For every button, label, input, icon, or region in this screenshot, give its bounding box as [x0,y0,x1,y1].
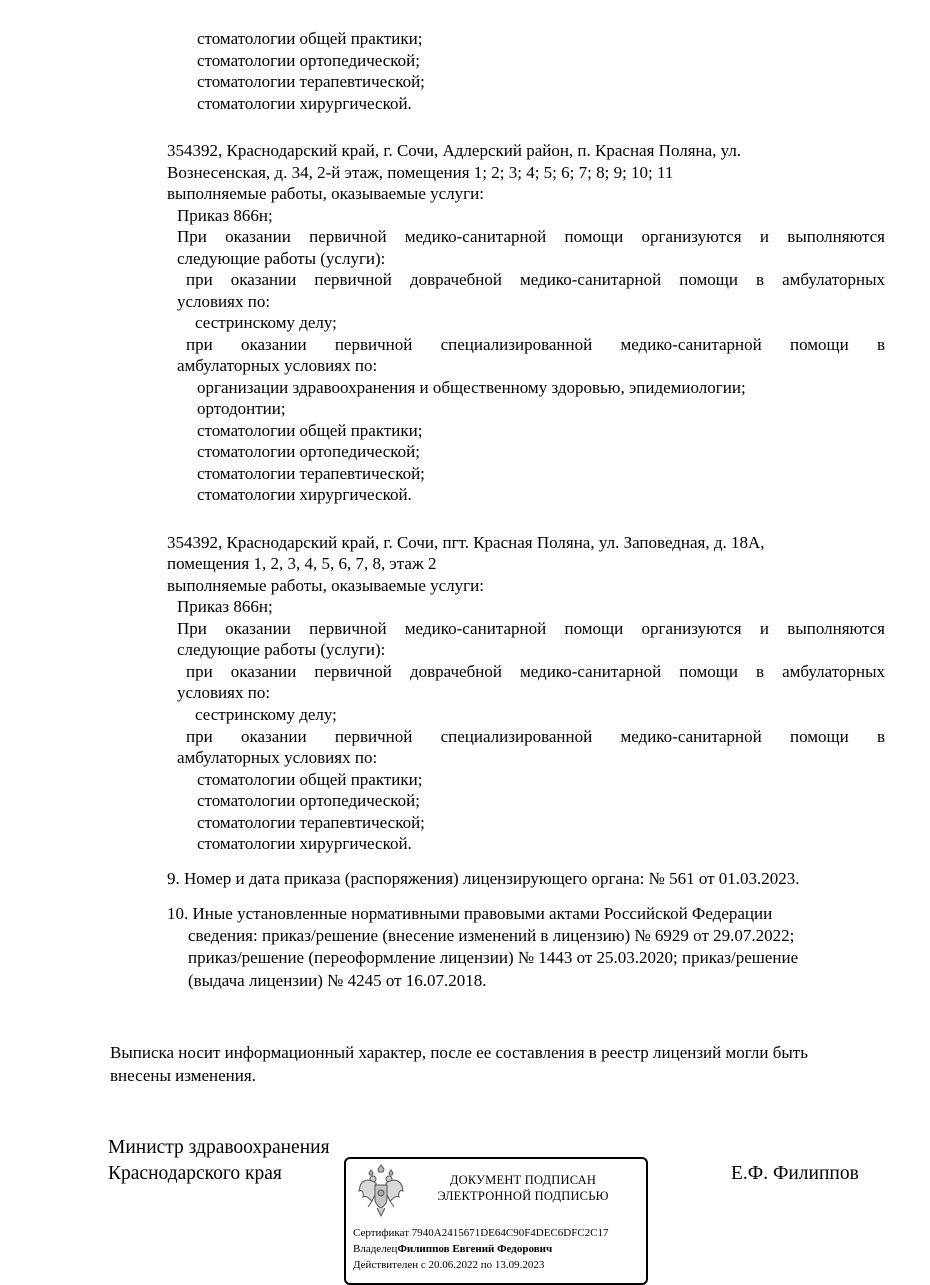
service-item: ортодонтии; [197,399,286,418]
item-10-line: (выдача лицензии) № 4245 от 16.07.2018. [188,971,487,990]
coat-of-arms-icon [356,1163,406,1221]
order-ref: Приказ 866н; [177,597,273,616]
item-9: 9. Номер и дата приказа (распоряжения) лицензирующего органа: № 561 от 01.03.2023. [167,869,800,888]
item-10-line: приказ/решение (переоформление лицензии) № 1443 от 25.03.2020; приказ/решение [188,948,799,967]
stamp-header: ЭЛЕКТРОННОЙ ПОДПИСЬЮ [437,1189,609,1203]
signatory-title: Министр здравоохранения [108,1137,330,1158]
service-item: стоматологии хирургической. [197,94,412,113]
service-item: стоматологии ортопедической; [197,51,420,70]
disclaimer-line: Выписка носит информационный характер, после ее составления в реестр лицензий могли быть [110,1043,808,1062]
stamp-validity: Действителен с 20.06.2022 по 13.09.2023 [353,1259,545,1271]
item-10-line: сведения: приказ/решение (внесение изменений в лицензию) № 6929 от 29.07.2022; [188,926,795,945]
certificate-value: 7940A2415671DE64C90F4DEC6DFC2C17 [411,1227,609,1239]
prehospital-line: при оказании первичной доврачебной медико-санитарной помощи в амбулаторных [186,270,885,289]
prehospital-line: при оказании первичной доврачебной медико-санитарной помощи в амбулаторных [186,662,885,681]
stamp-certificate [353,1225,609,1241]
signatory-name: Е.Ф. Филиппов [731,1163,859,1184]
service-item: стоматологии общей практики; [197,29,423,48]
nursing-item: сестринскому делу; [195,313,337,332]
service-item: стоматологии хирургической. [197,834,412,853]
electronic-signature-stamp [344,1157,648,1285]
order-ref: Приказ 866н; [177,206,273,225]
stamp-owner [353,1241,552,1257]
prehospital-line: условиях по: [177,683,271,702]
specialized-line: при оказании первичной специализированной медико-санитарной помощи в [186,727,885,746]
address-line: помещения 1, 2, 3, 4, 5, 6, 7, 8, этаж 2 [167,554,437,573]
primary-care-line: При оказании первичной медико-санитарной помощи организуются и выполняются [177,619,885,638]
specialized-line: при оказании первичной специализированной медико-санитарной помощи в [186,335,885,354]
service-item: стоматологии терапевтической; [197,464,425,483]
service-item: стоматологии терапевтической; [197,813,425,832]
stamp-header: ДОКУМЕНТ ПОДПИСАН [449,1173,597,1187]
signatory-title: Краснодарского края [108,1163,282,1184]
service-item: стоматологии ортопедической; [197,791,420,810]
address-line: 354392, Краснодарский край, г. Сочи, Адлерский район, п. Красная Поляна, ул. [167,141,742,160]
owner-value: Филиппов Евгений Федорович [397,1243,553,1255]
nursing-item: сестринскому делу; [195,705,337,724]
item-10-line: 10. Иные установленные нормативными правовыми актами Российской Федерации [167,904,773,923]
certificate-label: Сертификат [353,1227,409,1239]
service-item: стоматологии терапевтической; [197,72,425,91]
specialized-line: амбулаторных условиях по: [177,356,378,375]
disclaimer-line: внесены изменения. [110,1066,256,1085]
address-line: Вознесенская, д. 34, 2-й этаж, помещения 1; 2; 3; 4; 5; 6; 7; 8; 9; 10; 11 [167,163,674,182]
primary-care-line: следующие работы (услуги): [177,249,386,268]
service-item: стоматологии ортопедической; [197,442,420,461]
service-item: стоматологии общей практики; [197,421,423,440]
prehospital-line: условиях по: [177,292,271,311]
service-item: организации здравоохранения и общественному здоровью, эпидемиологии; [197,378,746,397]
service-item: стоматологии хирургической. [197,485,412,504]
works-label: выполняемые работы, оказываемые услуги: [167,184,484,203]
service-item: стоматологии общей практики; [197,770,423,789]
owner-label: Владелец [353,1243,398,1255]
primary-care-line: следующие работы (услуги): [177,640,386,659]
address-line: 354392, Краснодарский край, г. Сочи, пгт. Красная Поляна, ул. Заповедная, д. 18А, [167,533,765,552]
specialized-line: амбулаторных условиях по: [177,748,378,767]
primary-care-line: При оказании первичной медико-санитарной помощи организуются и выполняются [177,227,885,246]
works-label: выполняемые работы, оказываемые услуги: [167,576,484,595]
